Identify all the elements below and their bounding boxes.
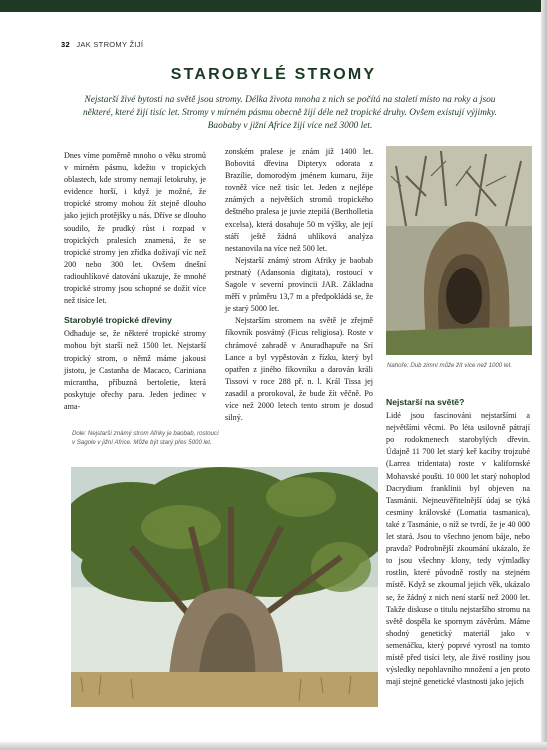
paragraph: Nejstarší známý strom Afriky je baobab prstnatý (Adansonia digitata), rostoucí v Sagole v severní provincii JAR. Základna měří v průměru 13,7 m a předpokládá se, že je starý 5000 let. xyxy=(225,255,373,314)
running-header xyxy=(61,40,143,49)
text-column-1 xyxy=(64,150,206,413)
paragraph: zonském pralese je znám již 1400 let. Bobovitá dřevina Dipteryx odorata z Brazílie, domorodým jménem kumaru, žije rovněž více než tisíc let. Jeden z nejlépe známých a největších stromů tropického deštného pralesa je juvie ztepilá (Bertholletia excelsa), která dosahuje 50 m výšky, ale její stáří ještě žádná uhlíková analýza nestanovila na více než 500 let. xyxy=(225,147,373,253)
section-heading: Nejstarší na světě? xyxy=(386,397,465,407)
caption-baobab: Dole: Nejstarší známý strom Afriky je baobab, rostoucí v Sagole v jižní Africe. Může být starý přes 5000 let. xyxy=(72,430,219,446)
top-color-bar xyxy=(0,0,547,12)
paragraph: Lidé jsou fascinováni nejstaršími a největšími věcmi. Po léta usilovně pátrají po rodokmenech starobylých dřevin. Údajně 11 700 let starý keř kaciby trojzubé (Larrea tridentata) roste v kalifornské Mohavské poušti. 10 000 let starý nohoplod Dacrydium franklinii byl objeven na Tasmánii. Nejneuvěřitelnější údaj se týká cesminy královské (Lomatia tasmanica), také z Tasmánie, o níž se tvrdí, že je 40 000 let stará. Jsou to všechno jenom báje, nebo pravda? Podrobnější zkoumání ukázalo, že to jsou všechny klony, tedy výmladky rostlin, které původně rostly na stejném místě. Když se zkoumal jejich věk, ukázalo se, že žádný z nich není starší než 2000 let. Takže diskuse o titulu nejstaršího stromu na světě dospěla ke spornym závěrům. Máme shodný genetický materiál jako v semenáčku, který poprvé vyrostl na tomto místě před tisíci lety, ale živé rostliny jsou výsledky nepohlavního množení a jen proto mají stejné genetické vlastnosti jako jejich xyxy=(386,411,530,687)
baobab-illustration xyxy=(71,467,378,707)
lede-paragraph: Nejstarší živé bytosti na světě jsou stromy. Délka života mnoha z nich se počítá na staletí místo na roky a jsou některé, které žijí tisíc let. Stromy v mírném pásmu obecně žijí déle než tropické druhy. Ovšem existují výjimky. Baobaby v jižní Africe žijí více než 3000 let. xyxy=(82,95,498,131)
running-title: JAK STROMY ŽIJÍ xyxy=(76,40,144,49)
text-column-2 xyxy=(225,146,373,424)
photo-ancient-oak xyxy=(386,146,532,355)
text-column-3 xyxy=(386,396,530,688)
oak-illustration xyxy=(386,146,532,355)
page-edge-bottom xyxy=(0,742,547,750)
paragraph: Nejstarším stromem na světě je zřejmě fíkovník posvátný (Ficus religiosa). Roste v chrámové zahradě v Anuradhapuře na Srí Lance a byl vypěstován z řízku, který byl opatřen z jiného fíkovníku a darován králi Tissovi v roce 288 př. n. l. Král Tissa jej zasadil a prorokoval, že bude žít věčně. Po více než 2000 letech tento strom je dosud silný. xyxy=(225,316,373,423)
paragraph: Dnes víme poměrně mnoho o věku stromů v mírném pásmu, kdežto v tropických oblastech, kde stromy nemají letokruhy, je evidence horší, i když je možné, že tropické stromy mohou žít stejně dlouho jako jejich protějšky u nás. Dříve se dlouho soudilo, že prudký růst i rozpad v tropických pralesích znamená, že se tropické stromy jen zřídka dožívají víc než 200 nebo 300 let. Ovšem dnešní radiouhlíkové datování ukazuje, že mnohé tropické stromy jsou schopné se dožít více než tisíce let. xyxy=(64,151,206,306)
page-title: STAROBYLÉ STROMY xyxy=(170,66,377,83)
caption-oak: Nahoře: Dub zimní může žít více než 1000 let. xyxy=(387,362,512,369)
photo-baobab xyxy=(71,467,378,707)
page-number: 32 xyxy=(61,40,70,49)
page-edge-right xyxy=(541,0,547,750)
section-heading: Starobylé tropické dřeviny xyxy=(64,315,172,326)
paragraph: Odhaduje se, že některé tropické stromy mohou být starší než 1500 let. Nejstarší tropický strom, o němž máme jakousi jistotu, je Castanha de Macaco, Cariniana micrantha, příbuzná bertoletie, která poskytuje ořechy para. Jeden jedinec v ama- xyxy=(64,329,206,411)
